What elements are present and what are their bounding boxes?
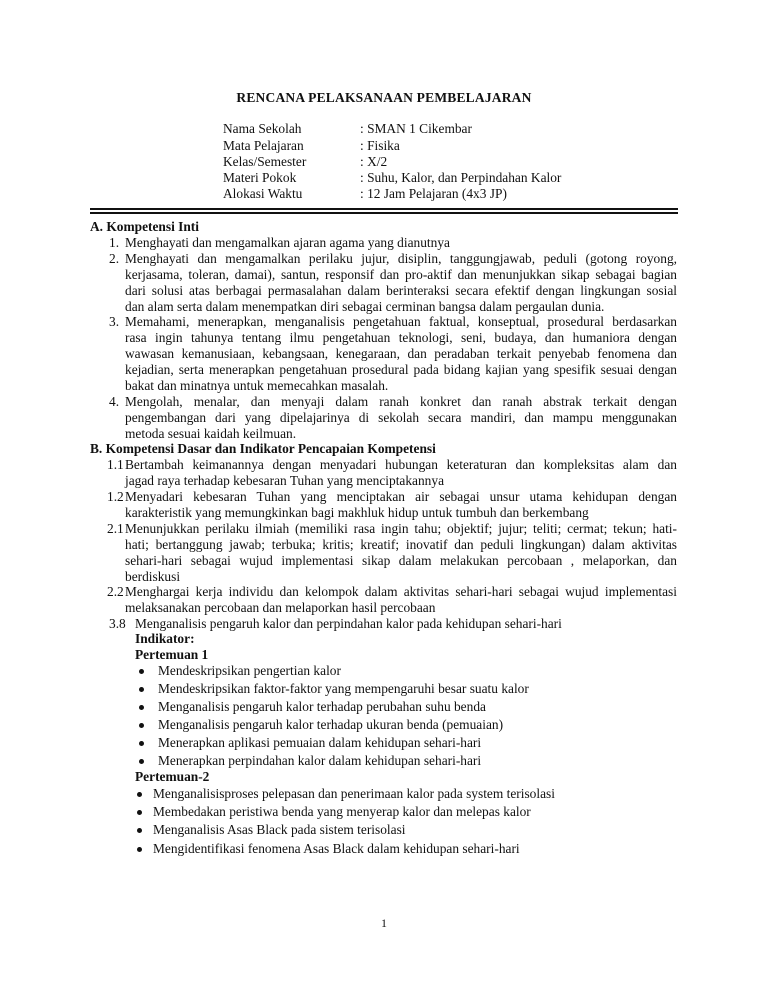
kd-number: 1.1 bbox=[107, 457, 124, 472]
kd-text: karakteristik yang memungkinkan bagi makhluk hidup untuk tumbuh dan berkembang bbox=[125, 505, 589, 520]
kd-text: hati; bertanggung jawab; terbuka; kritis; kreatif; inovatif dan peduli lingkungan) dalam aktivitas bbox=[125, 537, 677, 552]
ki-number: 3. bbox=[109, 314, 120, 329]
kd-text: jagad raya terhadap kebesaran Tuhan yang menciptakannya bbox=[125, 473, 445, 488]
section-a-heading: A. Kompetensi Inti bbox=[90, 219, 199, 234]
ki-text: dan alam serta dalam menempatkan diri sebagai cerminan bangsa dalam pergaulan dunia. bbox=[125, 299, 605, 314]
kd-text: berdiskusi bbox=[125, 569, 181, 584]
indicator-item: Menganalisis pengaruh kalor terhadap perubahan suhu benda bbox=[158, 699, 486, 714]
meta-value: : Fisika bbox=[360, 138, 400, 153]
ki-text: Mengolah, menalar, dan menyaji dalam ranah konkret dan ranah abstrak terkait dengan bbox=[125, 394, 677, 409]
ki-text: kerjasama, toleran, damai), santun, responsif dan pro-aktif dan menunjukkan sikap sebagai bagian bbox=[125, 267, 677, 282]
ki-text: Memahami, menerapkan, menganalisis pengetahuan faktual, konseptual, prosedural berdasarkan bbox=[125, 314, 677, 329]
kd-number: 3.8 bbox=[109, 616, 126, 631]
indicator-item: Menganalisis Asas Black pada sistem terisolasi bbox=[153, 822, 406, 837]
meta-value: : SMAN 1 Cikembar bbox=[360, 121, 472, 136]
kd-text: Bertambah keimanannya dengan menyadari hubungan keteraturan dan kompleksitas alam dan bbox=[125, 457, 677, 472]
meta-value: : X/2 bbox=[360, 154, 388, 169]
indicator-item: Mendeskripsikan faktor-faktor yang mempengaruhi besar suatu kalor bbox=[158, 681, 529, 696]
section-b-heading: B. Kompetensi Dasar dan Indikator Pencapaian Kompetensi bbox=[90, 441, 436, 456]
ki-text: dari solusi atas berbagai permasalahan dalam berinteraksi secara efektif dengan lingkungan sosial bbox=[125, 283, 677, 298]
meta-key: Alokasi Waktu bbox=[223, 186, 303, 201]
indicator-item: Mendeskripsikan pengertian kalor bbox=[158, 663, 341, 678]
kd-text: melaksanakan percobaan dan melaporkan hasil percobaan bbox=[125, 600, 436, 615]
ki-number: 4. bbox=[109, 394, 120, 409]
ki-text: rasa ingin tahunya tentang ilmu pengetahuan teknologi, seni, budaya, dan humaniora dengan bbox=[125, 330, 677, 345]
ki-text: pengembangan dari yang dipelajarinya di sekolah secara mandiri, dan mampu menggunakan bbox=[125, 410, 677, 425]
indicator-item: Menganalisisproses pelepasan dan penerimaan kalor pada system terisolasi bbox=[153, 786, 555, 801]
bullet-dot bbox=[139, 741, 144, 746]
bullet-dot bbox=[137, 810, 142, 815]
bullet-dot bbox=[137, 828, 142, 833]
bullet-dot bbox=[139, 759, 144, 764]
kd-number: 2.2 bbox=[107, 584, 124, 599]
meta-value: : 12 Jam Pelajaran (4x3 JP) bbox=[360, 186, 507, 201]
ki-text: kejadian, serta menerapkan pengetahuan prosedural pada bidang kajian yang spesifik sesuai dengan bbox=[125, 362, 677, 377]
bullet-dot bbox=[137, 847, 142, 852]
ki-number: 1. bbox=[109, 235, 120, 250]
indicator-item: Mengidentifikasi fenomena Asas Black dalam kehidupan sehari-hari bbox=[153, 841, 520, 856]
kd-number: 2.1 bbox=[107, 521, 124, 536]
bullet-dot bbox=[137, 792, 142, 797]
kd-text: Menyadari kebesaran Tuhan yang menciptakan air sebagai unsur utama kehidupan dengan bbox=[125, 489, 677, 504]
ki-text: Menghayati dan mengamalkan ajaran agama yang dianutnya bbox=[125, 235, 450, 250]
meta-value: : Suhu, Kalor, dan Perpindahan Kalor bbox=[360, 170, 562, 185]
kd-text: sehari-hari sebagai wujud implementasi sikap dalam melakukan percobaan , melaporkan, dan bbox=[125, 553, 677, 568]
bullet-dot bbox=[139, 705, 144, 710]
kd-text: Menghargai kerja individu dan kelompok dalam aktivitas sehari-hari sebagai wujud implementasi bbox=[125, 584, 677, 599]
kd-number: 1.2 bbox=[107, 489, 124, 504]
indicator-item: Menerapkan aplikasi pemuaian dalam kehidupan sehari-hari bbox=[158, 735, 482, 750]
ki-text: Menghayati dan mengamalkan perilaku jujur, disiplin, tanggungjawab, peduli (gotong royong, bbox=[125, 251, 677, 266]
bullet-dot bbox=[139, 687, 144, 692]
indicator-item: Membedakan peristiwa benda yang menyerap kalor dan melepas kalor bbox=[153, 804, 531, 819]
header-divider-top bbox=[90, 208, 678, 210]
header-divider-bottom bbox=[90, 212, 678, 214]
kd-text: Menganalisis pengaruh kalor dan perpindahan kalor pada kehidupan sehari-hari bbox=[135, 616, 562, 631]
indicator-item: Menerapkan perpindahan kalor dalam kehidupan sehari-hari bbox=[158, 753, 482, 768]
ki-number: 2. bbox=[109, 251, 120, 266]
bullet-dot bbox=[139, 723, 144, 728]
indikator-label: Indikator: bbox=[135, 631, 195, 646]
meta-key: Mata Pelajaran bbox=[223, 138, 304, 153]
bullet-dot bbox=[139, 669, 144, 674]
ki-text: metoda sesuai kaidah keilmuan. bbox=[125, 426, 297, 441]
kd-text: Menunjukkan perilaku ilmiah (memiliki rasa ingin tahu; objektif; jujur; teliti; cermat; tekun; hati- bbox=[125, 521, 677, 536]
document-title: RENCANA PELAKSANAAN PEMBELAJARAN bbox=[236, 90, 532, 105]
meta-key: Kelas/Semester bbox=[223, 154, 307, 169]
page-number: 1 bbox=[381, 916, 387, 930]
meta-key: Materi Pokok bbox=[223, 170, 297, 185]
ki-text: bakat dan minatnya untuk memecahkan masalah. bbox=[125, 378, 389, 393]
meta-key: Nama Sekolah bbox=[223, 121, 302, 136]
ki-text: wawasan kemanusiaan, kebangsaan, kenegaraan, dan peradaban terkait penyebab fenomena dan bbox=[125, 346, 677, 361]
meeting-2-label: Pertemuan-2 bbox=[135, 769, 210, 784]
meeting-1-label: Pertemuan 1 bbox=[135, 647, 209, 662]
indicator-item: Menganalisis pengaruh kalor terhadap ukuran benda (pemuaian) bbox=[158, 717, 504, 732]
